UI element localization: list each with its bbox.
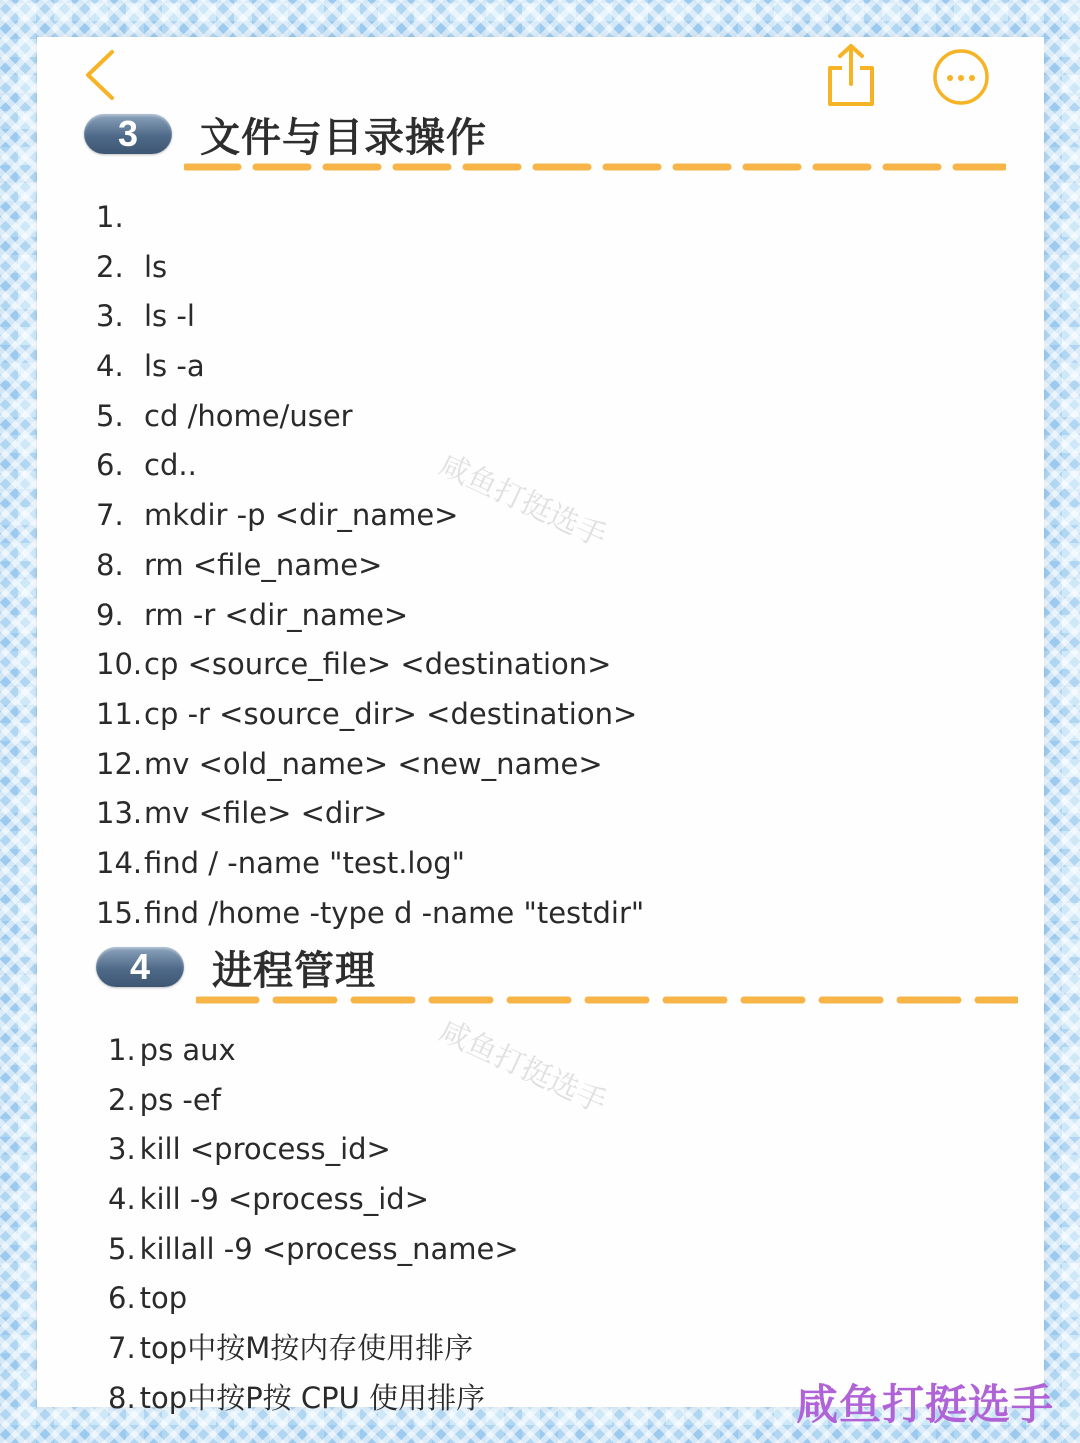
item-command: ls xyxy=(144,249,168,284)
section-3-dash-underline xyxy=(184,161,1006,173)
list-item xyxy=(96,193,644,243)
list-item xyxy=(96,541,644,591)
list-item xyxy=(108,1175,519,1225)
list-item xyxy=(108,1125,519,1175)
more-options-button[interactable] xyxy=(932,48,990,106)
item-command: find / -name "test.log" xyxy=(144,845,465,880)
item-number: 3. xyxy=(108,1132,136,1167)
item-number: 5. xyxy=(108,1231,136,1266)
back-button[interactable] xyxy=(78,48,124,102)
item-number: 4. xyxy=(108,1182,136,1217)
section-4-title: 进程管理 xyxy=(212,948,376,994)
item-number: 6. xyxy=(96,448,124,483)
item-number: 5. xyxy=(96,398,124,433)
list-item xyxy=(96,392,644,442)
item-command: mv <file> <dir> xyxy=(144,796,388,831)
item-command: top xyxy=(139,1281,188,1316)
list-item xyxy=(108,1274,519,1324)
item-command: rm <file_name> xyxy=(144,547,383,582)
list-item xyxy=(96,342,644,392)
share-icon xyxy=(822,42,880,108)
item-command: cd.. xyxy=(144,448,197,483)
brand-signature: 咸鱼打挺选手 xyxy=(796,1380,1055,1429)
section-4-badge: 4 xyxy=(96,947,184,987)
list-item xyxy=(96,243,644,293)
item-number: 13. xyxy=(96,796,143,831)
item-number: 11. xyxy=(96,696,143,731)
list-item xyxy=(108,1225,519,1275)
item-command: ps aux xyxy=(139,1033,236,1067)
section-3-command-list xyxy=(96,193,644,938)
section-4-command-list xyxy=(108,1026,519,1424)
item-number: 7. xyxy=(96,498,124,533)
item-number: 4. xyxy=(96,349,124,384)
list-item xyxy=(96,292,644,342)
list-item xyxy=(108,1374,519,1424)
item-command: cp -r <source_dir> <destination> xyxy=(144,696,638,731)
item-number: 8. xyxy=(108,1380,136,1415)
item-command: top中按M按内存使用排序 xyxy=(139,1331,474,1366)
item-number: 2. xyxy=(96,249,124,284)
more-dots-icon xyxy=(932,48,990,106)
item-command: rm -r <dir_name> xyxy=(144,597,409,632)
item-command: ps -ef xyxy=(139,1082,221,1117)
list-item xyxy=(96,740,644,790)
item-command: kill <process_id> xyxy=(139,1132,391,1167)
watermark: 咸鱼打挺选手 xyxy=(433,447,612,556)
item-number: 15. xyxy=(96,895,143,930)
list-item xyxy=(96,690,644,740)
list-item xyxy=(96,839,644,889)
item-number: 1. xyxy=(96,200,124,234)
item-command: top中按P按 CPU 使用排序 xyxy=(139,1380,486,1415)
item-number: 2. xyxy=(108,1082,136,1117)
item-number: 14. xyxy=(96,845,143,880)
list-item xyxy=(108,1324,519,1374)
list-item xyxy=(96,591,644,641)
list-item xyxy=(108,1076,519,1126)
watermark: 咸鱼打挺选手 xyxy=(433,1013,612,1122)
chevron-left-icon xyxy=(78,48,124,102)
item-command: find /home -type d -name "testdir" xyxy=(144,895,645,930)
section-4-dash-underline xyxy=(196,994,1018,1006)
item-number: 8. xyxy=(96,547,124,582)
item-number: 9. xyxy=(96,597,124,632)
item-command: killall -9 <process_name> xyxy=(139,1231,519,1266)
list-item xyxy=(96,640,644,690)
list-item xyxy=(96,441,644,491)
item-command: ls -l xyxy=(144,299,195,334)
list-item xyxy=(96,789,644,839)
item-command: mkdir -p <dir_name> xyxy=(144,498,459,533)
item-command: cd /home/user xyxy=(144,398,353,433)
item-command: ls -a xyxy=(144,349,205,384)
item-command: mv <old_name> <new_name> xyxy=(144,746,603,781)
item-number: 6. xyxy=(108,1281,136,1316)
item-number: 10. xyxy=(96,647,143,682)
item-number: 12. xyxy=(96,746,143,781)
item-command: kill -9 <process_id> xyxy=(139,1182,429,1217)
item-number: 1. xyxy=(108,1033,136,1067)
section-3-badge: 3 xyxy=(84,114,172,154)
item-number: 3. xyxy=(96,299,124,334)
item-command: cp <source_file> <destination> xyxy=(144,647,612,682)
item-number: 7. xyxy=(108,1331,136,1366)
list-item xyxy=(96,889,644,939)
share-button[interactable] xyxy=(822,42,880,108)
section-3-title: 文件与目录操作 xyxy=(200,115,487,161)
